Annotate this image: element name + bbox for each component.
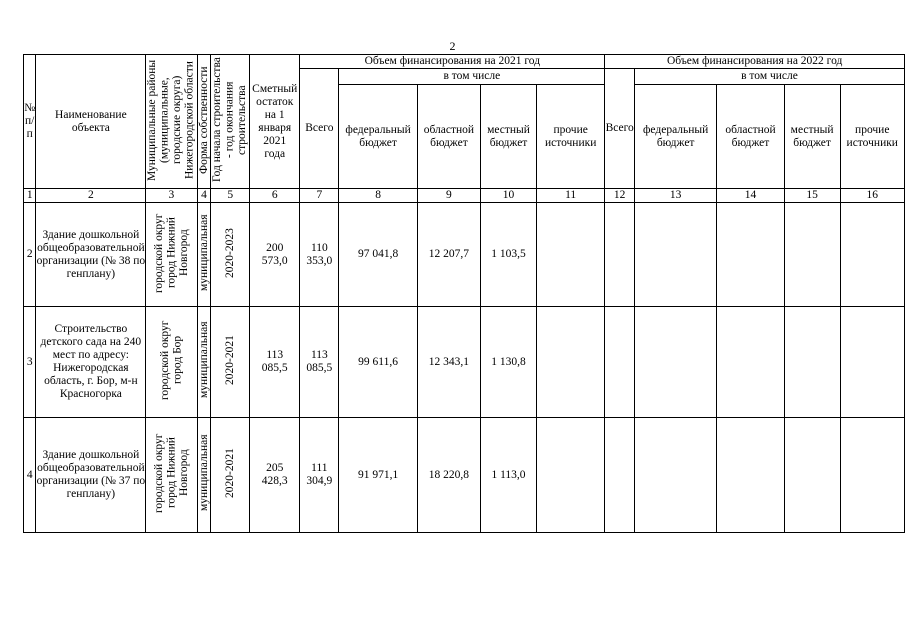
header-fin-2022: Объем финансирования на 2022 год [605,55,905,69]
row-num: 3 [24,307,36,418]
column-number: 15 [784,189,840,203]
district: городской округ город Нижний Новгород [146,203,197,307]
other-2021 [536,203,604,307]
column-number: 10 [481,189,537,203]
regional-2022 [717,418,784,533]
row-num: 4 [24,418,36,533]
table-row [24,418,905,533]
header-local-2022: местный бюджет [784,85,840,189]
total-2022 [605,418,635,533]
estimate: 200 573,0 [250,203,300,307]
object-name: Здание дошкольной общеобразовательной организации (№ 37 по генплану) [36,418,146,533]
regional-2022 [717,307,784,418]
column-number: 11 [536,189,604,203]
other-2022 [840,418,904,533]
regional-2022 [717,203,784,307]
ownership: муниципальная [197,203,211,307]
column-number: 14 [717,189,784,203]
header-num: № п/п [24,55,36,189]
other-2022 [840,203,904,307]
header-regional-2022: областной бюджет [717,85,784,189]
local-2021: 1 103,5 [481,203,537,307]
column-number: 3 [146,189,197,203]
local-2021: 1 113,0 [481,418,537,533]
object-name: Строительство детского сада на 240 мест по адресу: Нижегородская область, г. Бор, м-н Красногорка [36,307,146,418]
row-num: 2 [24,203,36,307]
header-incl-2021: в том числе [339,69,605,85]
ownership: муниципальная [197,307,211,418]
header-federal-2022: федеральный бюджет [634,85,716,189]
years: 2020-2021 [211,418,250,533]
district: городской округ город Нижний Новгород [146,418,197,533]
federal-2022 [634,307,716,418]
financing-table [23,54,905,533]
header-estimate: Сметный остаток на 1 января 2021 года [250,55,300,189]
header-total-2021: Всего [300,69,339,189]
column-number: 2 [36,189,146,203]
column-number: 9 [417,189,480,203]
estimate: 113 085,5 [250,307,300,418]
header-district: Муниципальные районы (муниципальные, городские округа) Нижегородской области [146,55,197,189]
federal-2021: 91 971,1 [339,418,417,533]
federal-2021: 99 611,6 [339,307,417,418]
object-name: Здание дошкольной общеобразовательной организации (№ 38 по генплану) [36,203,146,307]
table-row [24,203,905,307]
header-name: Наименование объекта [36,55,146,189]
local-2021: 1 130,8 [481,307,537,418]
column-numbers-row [24,189,905,203]
header-other-2022: прочие источники [840,85,904,189]
ownership: муниципальная [197,418,211,533]
federal-2022 [634,418,716,533]
header-total-2022: Всего [605,69,635,189]
estimate: 205 428,3 [250,418,300,533]
local-2022 [784,203,840,307]
years: 2020-2023 [211,203,250,307]
total-2021: 113 085,5 [300,307,339,418]
column-number: 4 [197,189,211,203]
header-federal-2021: федеральный бюджет [339,85,417,189]
header-other-2021: прочие источники [536,85,604,189]
total-2022 [605,203,635,307]
column-number: 13 [634,189,716,203]
column-number: 1 [24,189,36,203]
other-2021 [536,418,604,533]
years: 2020-2021 [211,307,250,418]
local-2022 [784,307,840,418]
column-number: 5 [211,189,250,203]
federal-2021: 97 041,8 [339,203,417,307]
column-number: 12 [605,189,635,203]
header-regional-2021: областной бюджет [417,85,480,189]
header-local-2021: местный бюджет [481,85,537,189]
page-number: 2 [449,39,456,53]
district: городской округ город Бор [146,307,197,418]
header-years: Год начала строительства - год окончания строительства [211,55,250,189]
column-number: 6 [250,189,300,203]
total-2021: 110 353,0 [300,203,339,307]
other-2022 [840,307,904,418]
regional-2021: 18 220,8 [417,418,480,533]
column-number: 16 [840,189,904,203]
regional-2021: 12 207,7 [417,203,480,307]
total-2022 [605,307,635,418]
federal-2022 [634,203,716,307]
header-ownership: Форма собственности [197,55,211,189]
regional-2021: 12 343,1 [417,307,480,418]
other-2021 [536,307,604,418]
local-2022 [784,418,840,533]
total-2021: 111 304,9 [300,418,339,533]
table-row [24,307,905,418]
header-incl-2022: в том числе [634,69,904,85]
column-number: 8 [339,189,417,203]
header-fin-2021: Объем финансирования на 2021 год [300,55,605,69]
column-number: 7 [300,189,339,203]
